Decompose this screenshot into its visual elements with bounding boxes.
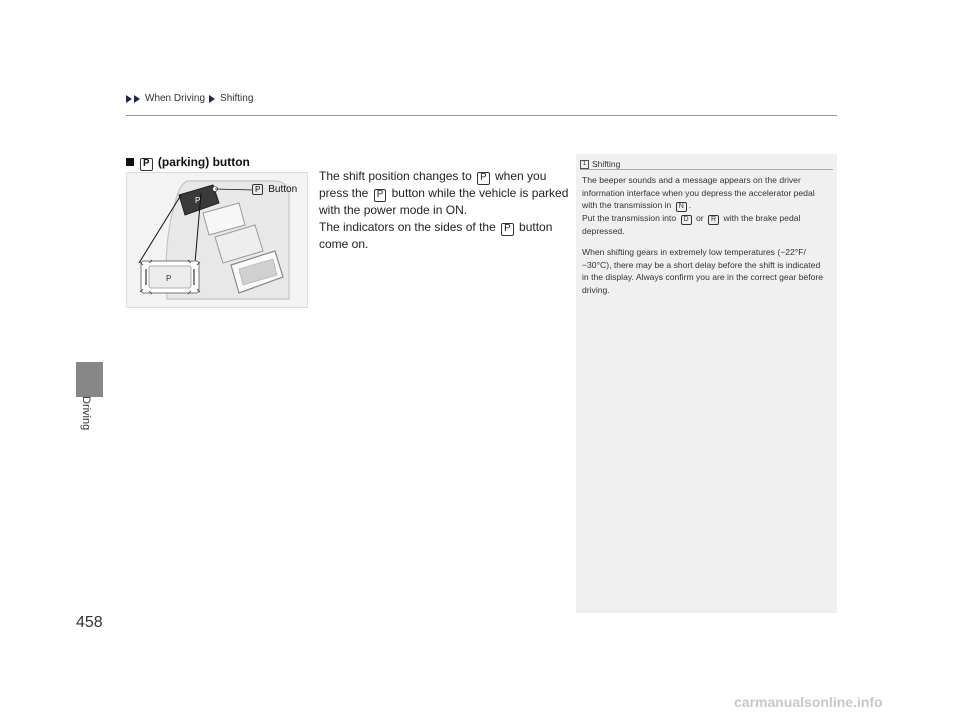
section-heading xyxy=(126,155,250,171)
breadcrumb-item-when-driving[interactable]: When Driving xyxy=(145,93,206,104)
key-p: P xyxy=(374,189,387,202)
breadcrumb-arrow-icon xyxy=(134,95,140,103)
breadcrumb-item-shifting[interactable]: Shifting xyxy=(220,93,254,104)
key-r: R xyxy=(708,215,719,225)
section-tab xyxy=(76,362,103,397)
sidebar-text xyxy=(582,174,828,305)
page-number: 458 xyxy=(76,614,103,631)
key-d: D xyxy=(681,215,692,225)
figure-callout xyxy=(250,184,297,195)
watermark: carmanualsonline.info xyxy=(734,694,883,710)
sidebar-paragraph-2: When shifting gears in extremely low temperatures (−22°F/−30°C), there may be a short delay before the shift is indicated in the display. Always confirm you are in the correct gear before driving. xyxy=(582,247,824,295)
sidebar-heading xyxy=(580,159,620,169)
note-icon: 1 xyxy=(580,160,589,169)
breadcrumb-arrow-icon xyxy=(126,95,132,103)
header-divider xyxy=(126,115,837,116)
callout-key-p: P xyxy=(252,184,263,195)
svg-text:P: P xyxy=(166,274,172,283)
breadcrumb-arrow-icon xyxy=(209,95,215,103)
sidebar-title: Shifting xyxy=(592,159,621,169)
callout-text: Button xyxy=(268,184,298,195)
body-paragraph-1: The shift position changes to P when you press the P button while the vehicle is parked with the power mode in ON. xyxy=(319,169,569,217)
breadcrumb xyxy=(126,93,253,104)
heading-key-p: P xyxy=(140,158,153,171)
heading-bullet-icon xyxy=(126,158,134,166)
sidebar-note xyxy=(576,154,837,613)
sidebar-divider xyxy=(580,169,833,170)
key-p: P xyxy=(501,223,514,236)
p-button-glyph: P xyxy=(195,196,201,205)
body-text xyxy=(319,168,569,253)
heading-text: (parking) button xyxy=(157,155,250,169)
key-n: N xyxy=(676,202,687,212)
section-tab-label: Driving xyxy=(80,396,92,431)
sidebar-paragraph-1: The beeper sounds and a message appears on the driver information interface when you depress the accelerator pedal with the transmission in N . Put the transmission into D or R with the brake pedal depressed. xyxy=(582,175,815,236)
key-p: P xyxy=(477,172,490,185)
body-paragraph-2: The indicators on the sides of the P button come on. xyxy=(319,220,553,251)
